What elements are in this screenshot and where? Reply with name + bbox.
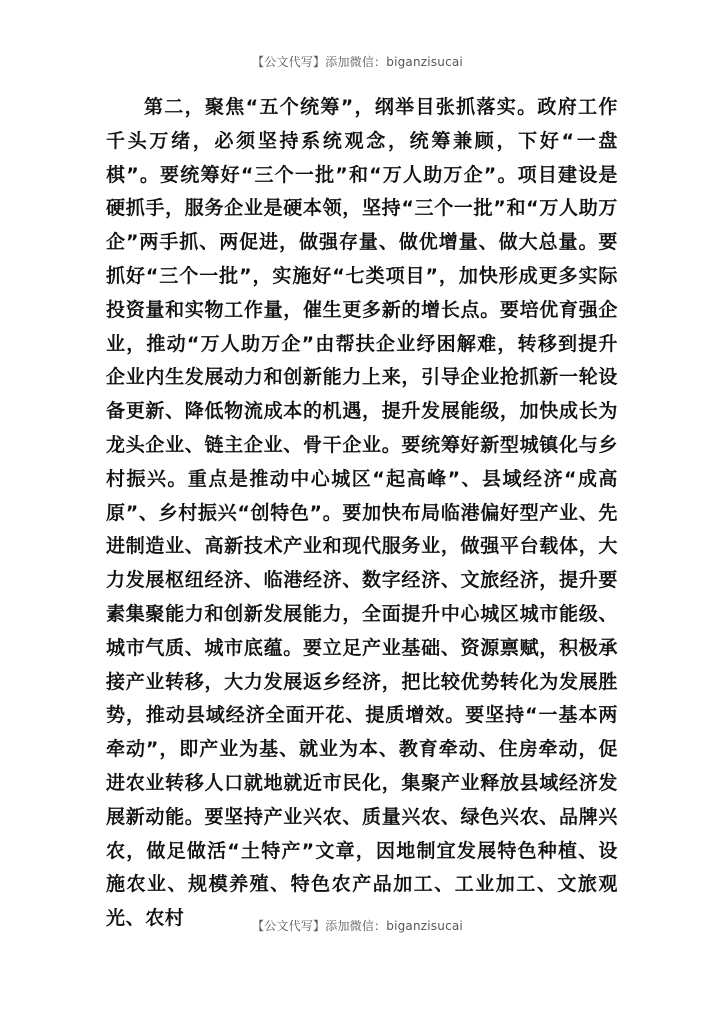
page-header-watermark: 【公文代写】添加微信：biganzisucai [252, 55, 463, 69]
page-footer-watermark: 【公文代写】添加微信：biganzisucai [252, 919, 463, 933]
body-paragraph: 第二，聚焦“五个统筹”，纲举目张抓落实。政府工作千头万绪，必须坚持系统观念，统筹兼顾，下好“一盘棋”。要统筹好“三个一批”和“万人助万企”。项目建设是硬抓手，服务企业是硬本领，坚持“三个一批”和“万人助万企”两手抓、两促进，做强存量、做优增量、做大总量。要抓好“三个一批”，实施好“七类项目”，加快形成更多实际投资量和实物工作量，催生更多新的增长点。要培优育强企业，推动“万人助万企”由帮扶企业纾困解难，转移到提升企业内生发展动力和创新能力上来，引导企业抢抓新一轮设备更新、降低物流成本的机遇，提升发展能级，加快成长为龙头企业、链主企业、骨干企业。要统筹好新型城镇化与乡村振兴。重点是推动中心城区“起高峰”、县域经济“成高原”、乡村振兴“创特色”。要加快布局临港偏好型产业、先进制造业、高新技术产业和现代服务业，做强平台载体，大力发展枢纽经济、临港经济、数字经济、文旅经济，提升要素集聚能力和创新发展能力，全面提升中心城区城市能级、城市气质、城市底蕴。要立足产业基础、资源禀赋，积极承接产业转移，大力发展返乡经济，把比较优势转化为发展胜势，推动县域经济全面开花、提质增效。要坚持“一基本两牵动”，即产业为基、就业为本、教育牵动、住房牵动，促进农业转移人口就地就近市民化，集聚产业释放县域经济发展新动能。要坚持产业兴农、质量兴农、绿色兴农、品牌兴农，做足做活“土特产”文章，因地制宜发展特色种植、设施农业、规模养殖、特色农产品加工、工业加工、文旅观光、农村 [106, 96, 618, 930]
